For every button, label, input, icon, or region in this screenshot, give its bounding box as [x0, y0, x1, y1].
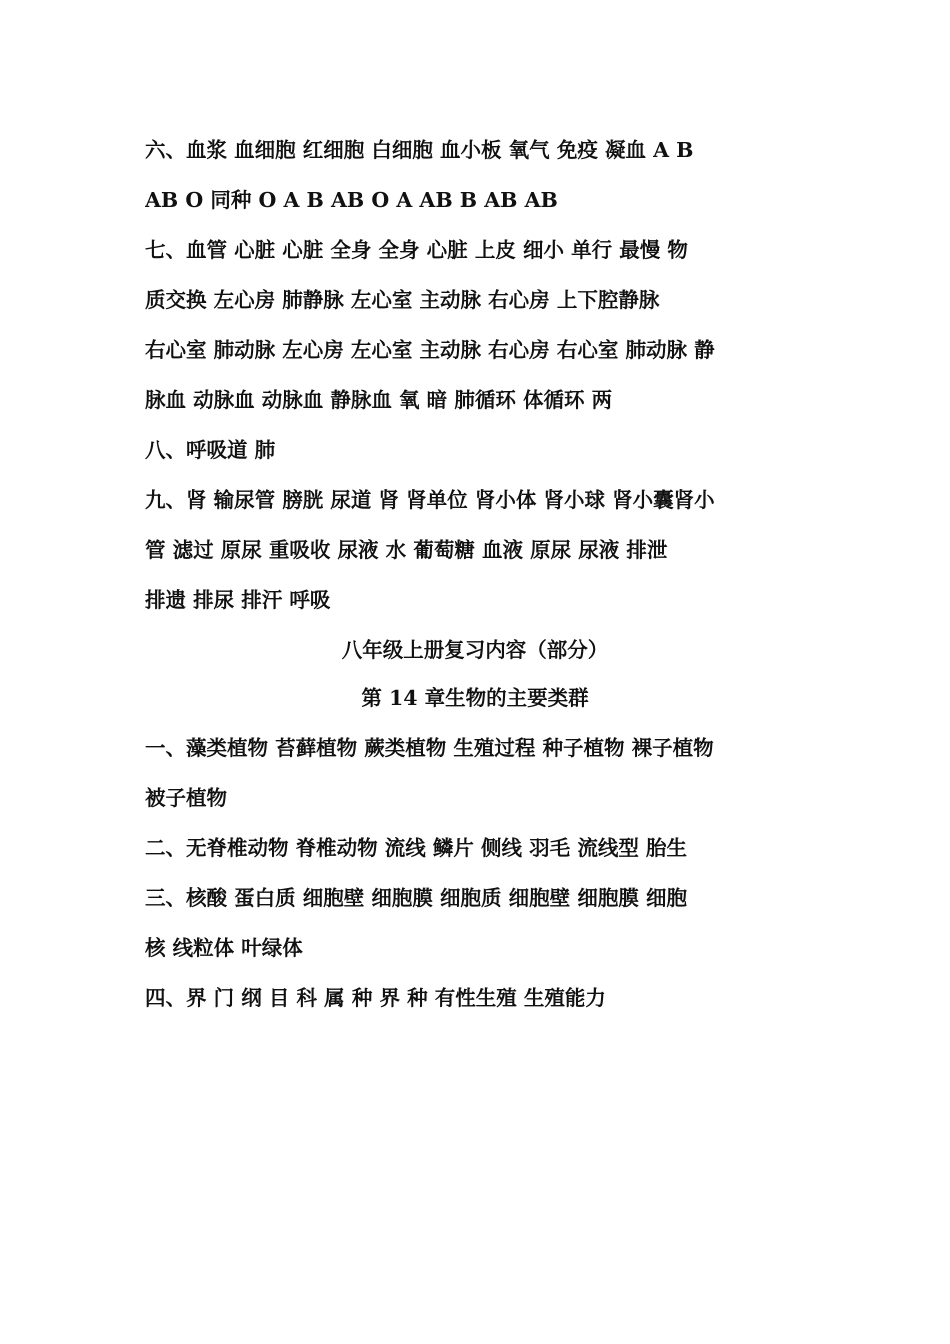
text-line: 九、肾 输尿管 膀胱 尿道 肾 肾单位 肾小体 肾小球 肾小囊肾小	[145, 488, 715, 512]
text-line: 管 滤过 原尿 重吸收 尿液 水 葡萄糖 血液 原尿 尿液 排泄	[145, 538, 668, 562]
text-line: 八、呼吸道 肺	[145, 438, 276, 462]
text-line: AB O 同种 O A B AB O A AB B AB AB	[145, 188, 558, 212]
chapter-heading: 第 14 章生物的主要类群	[361, 686, 589, 710]
text-line: 三、核酸 蛋白质 细胞壁 细胞膜 细胞质 细胞壁 细胞膜 细胞	[145, 886, 687, 910]
text-line: 一、藻类植物 苔藓植物 蕨类植物 生殖过程 种子植物 裸子植物	[145, 736, 714, 760]
text-line: 右心室 肺动脉 左心房 左心室 主动脉 右心房 右心室 肺动脉 静	[145, 338, 715, 362]
text-line: 核 线粒体 叶绿体	[145, 936, 303, 960]
text-line: 六、血浆 血细胞 红细胞 白细胞 血小板 氧气 免疫 凝血 A B	[145, 138, 694, 162]
section-heading: 八年级上册复习内容（部分）	[341, 638, 609, 662]
text-line: 被子植物	[145, 786, 227, 810]
text-line: 七、血管 心脏 心脏 全身 全身 心脏 上皮 细小 单行 最慢 物	[145, 238, 688, 262]
text-line: 二、无脊椎动物 脊椎动物 流线 鳞片 侧线 羽毛 流线型 胎生	[145, 836, 687, 860]
text-line: 脉血 动脉血 动脉血 静脉血 氧 暗 肺循环 体循环 两	[145, 388, 613, 412]
text-line: 四、界 门 纲 目 科 属 种 界 种 有性生殖 生殖能力	[145, 986, 606, 1010]
text-line: 排遗 排尿 排汗 呼吸	[145, 588, 331, 612]
text-line: 质交换 左心房 肺静脉 左心室 主动脉 右心房 上下腔静脉	[145, 288, 660, 312]
